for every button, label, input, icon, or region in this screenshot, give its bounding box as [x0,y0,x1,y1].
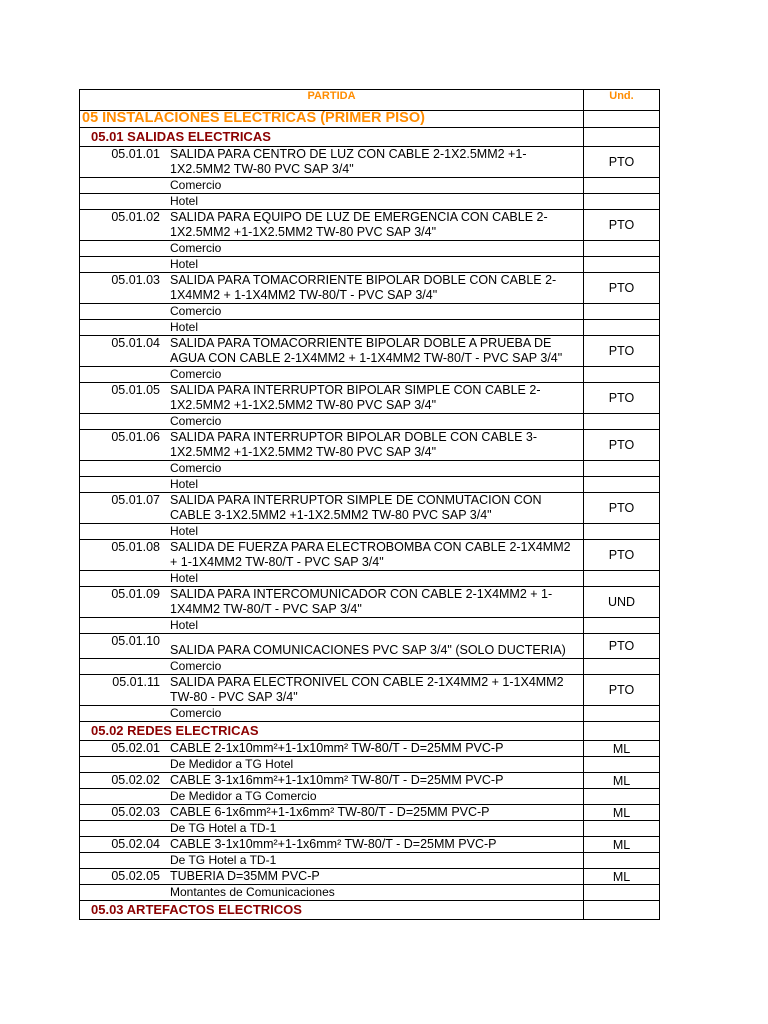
sub-row [80,853,660,869]
item-row [80,805,660,821]
sub-row [80,194,660,210]
sub-row [80,789,660,805]
sub-row [80,659,660,675]
item-row [80,741,660,757]
sub-row [80,257,660,273]
item-description: SALIDA PARA TOMACORRIENTE BIPOLAR DOBLE A PRUEBA DE AGUA CON CABLE 2-1X4MM2 + 1-1X4MM2 TW-80/T - PVC SAP 3/4" [170,336,563,365]
sub-label: Comercio [170,461,222,475]
item-row [80,210,660,241]
item-row [80,837,660,853]
item-description: SALIDA PARA COMUNICACIONES PVC SAP 3/4" (SOLO DUCTERIA) [170,643,566,657]
sub-label: De TG Hotel a TD-1 [170,821,277,835]
item-code: 05.01.03 [111,273,160,287]
item-description: CABLE 3-1x10mm²+1-1x6mm² TW-80/T - D=25MM PVC-P [170,837,497,851]
item-unit: ML [584,869,660,885]
item-description: SALIDA PARA ELECTRONIVEL CON CABLE 2-1X4MM2 + 1-1X4MM2 TW-80 - PVC SAP 3/4" [170,675,564,704]
item-unit: ML [584,805,660,821]
item-row [80,430,660,461]
sub-row [80,477,660,493]
partida-header: PARTIDA [80,90,584,111]
item-code: 05.01.08 [111,540,160,554]
sub-row [80,618,660,634]
sub-label: Comercio [170,706,222,720]
item-description: SALIDA PARA TOMACORRIENTE BIPOLAR DOBLE CON CABLE 2-1X4MM2 + 1-1X4MM2 TW-80/T - PVC SAP 3/4" [170,273,557,302]
item-code: 05.02.03 [111,805,160,819]
item-code: 05.01.02 [111,210,160,224]
item-row [80,675,660,706]
sub-label: Comercio [170,304,222,318]
sub-row [80,757,660,773]
item-description: SALIDA PARA INTERRUPTOR BIPOLAR SIMPLE CON CABLE 2-1X2.5MM2 +1-1X2.5MM2 TW-80 PVC SAP 3/4" [170,383,541,412]
sub-row [80,706,660,722]
sub-label: De Medidor a TG Comercio [170,789,317,803]
sub-label: Hotel [170,524,199,538]
sub-row [80,461,660,477]
item-unit: PTO [584,147,660,178]
header-row [80,90,660,111]
sub-label: Comercio [170,414,222,428]
sub-label: Hotel [170,320,199,334]
item-unit: PTO [584,383,660,414]
item-description: SALIDA PARA EQUIPO DE LUZ DE EMERGENCIA CON CABLE 2-1X2.5MM2 +1-1X2.5MM2 TW-80 PVC SAP 3/4" [170,210,548,239]
item-description: SALIDA PARA INTERCOMUNICADOR CON CABLE 2-1X4MM2 + 1-1X4MM2 TW-80/T - PVC SAP 3/4" [170,587,553,616]
sub-label: Montantes de Comunicaciones [170,885,335,899]
sub-label: De TG Hotel a TD-1 [170,853,277,867]
item-code: 05.01.09 [111,587,160,601]
sub-row [80,320,660,336]
section-row [80,901,660,920]
item-row [80,869,660,885]
sub-label: Comercio [170,367,222,381]
item-row [80,493,660,524]
item-code: 05.02.05 [111,869,160,883]
item-unit: ML [584,837,660,853]
item-unit: PTO [584,430,660,461]
item-row [80,634,660,659]
section-title: 05.01 SALIDAS ELECTRICAS [91,129,271,144]
item-row [80,147,660,178]
item-row [80,383,660,414]
item-unit: PTO [584,273,660,304]
item-unit: PTO [584,493,660,524]
sub-label: Hotel [170,257,199,271]
item-description: CABLE 6-1x6mm²+1-1x6mm² TW-80/T - D=25MM PVC-P [170,805,490,819]
sub-row [80,821,660,837]
item-description: TUBERIA D=35MM PVC-P [170,869,320,883]
item-unit: PTO [584,210,660,241]
item-description: SALIDA PARA INTERRUPTOR BIPOLAR DOBLE CON CABLE 3-1X2.5MM2 +1-1X2.5MM2 TW-80 PVC SAP 3/4" [170,430,538,459]
sub-label: Comercio [170,659,222,673]
item-row [80,587,660,618]
item-unit: PTO [584,336,660,367]
budget-table [79,89,660,920]
item-description: SALIDA PARA INTERRUPTOR SIMPLE DE CONMUTACION CON CABLE 3-1X2.5MM2 +1-1X2.5MM2 TW-80 PVC SAP 3/4" [170,493,542,522]
item-unit: UND [584,587,660,618]
item-description: SALIDA PARA CENTRO DE LUZ CON CABLE 2-1X2.5MM2 +1-1X2.5MM2 TW-80 PVC SAP 3/4" [170,147,527,176]
item-description: CABLE 2-1x10mm²+1-1x10mm² TW-80/T - D=25MM PVC-P [170,741,504,755]
item-row [80,540,660,571]
item-code: 05.02.04 [111,837,160,851]
item-code: 05.01.01 [111,147,160,161]
item-code: 05.01.04 [111,336,160,350]
und-header: Und. [584,90,660,111]
item-code: 05.01.11 [112,675,160,689]
section-title: 05.03 ARTEFACTOS ELECTRICOS [91,902,302,917]
item-unit: ML [584,741,660,757]
item-unit: PTO [584,634,660,659]
chapter-title: 05 INSTALACIONES ELECTRICAS (PRIMER PISO) [82,110,425,126]
sub-label: Hotel [170,571,199,585]
item-code: 05.02.01 [111,741,160,755]
sub-row [80,241,660,257]
sub-row [80,304,660,320]
item-row [80,336,660,367]
item-unit: ML [584,773,660,789]
sub-row [80,885,660,901]
item-unit: PTO [584,675,660,706]
sub-label: Comercio [170,241,222,255]
section-row [80,722,660,741]
sub-row [80,571,660,587]
item-code: 05.01.10 [111,634,160,648]
sub-row [80,414,660,430]
item-code: 05.01.06 [111,430,160,444]
sub-label: De Medidor a TG Hotel [170,757,294,771]
chapter-row [80,111,660,128]
item-code: 05.01.07 [111,493,160,507]
section-row [80,128,660,147]
item-description: SALIDA DE FUERZA PARA ELECTROBOMBA CON CABLE 2-1X4MM2 + 1-1X4MM2 TW-80/T - PVC SAP 3/4" [170,540,571,569]
sub-label: Hotel [170,618,199,632]
sub-row [80,524,660,540]
item-code: 05.02.02 [111,773,160,787]
sub-label: Comercio [170,178,222,192]
section-title: 05.02 REDES ELECTRICAS [91,723,259,738]
item-row [80,773,660,789]
sub-label: Hotel [170,477,199,491]
sub-label: Hotel [170,194,199,208]
item-row [80,273,660,304]
sub-row [80,367,660,383]
sub-row [80,178,660,194]
item-code: 05.01.05 [111,383,160,397]
item-unit: PTO [584,540,660,571]
item-description: CABLE 3-1x16mm²+1-1x10mm² TW-80/T - D=25MM PVC-P [170,773,504,787]
